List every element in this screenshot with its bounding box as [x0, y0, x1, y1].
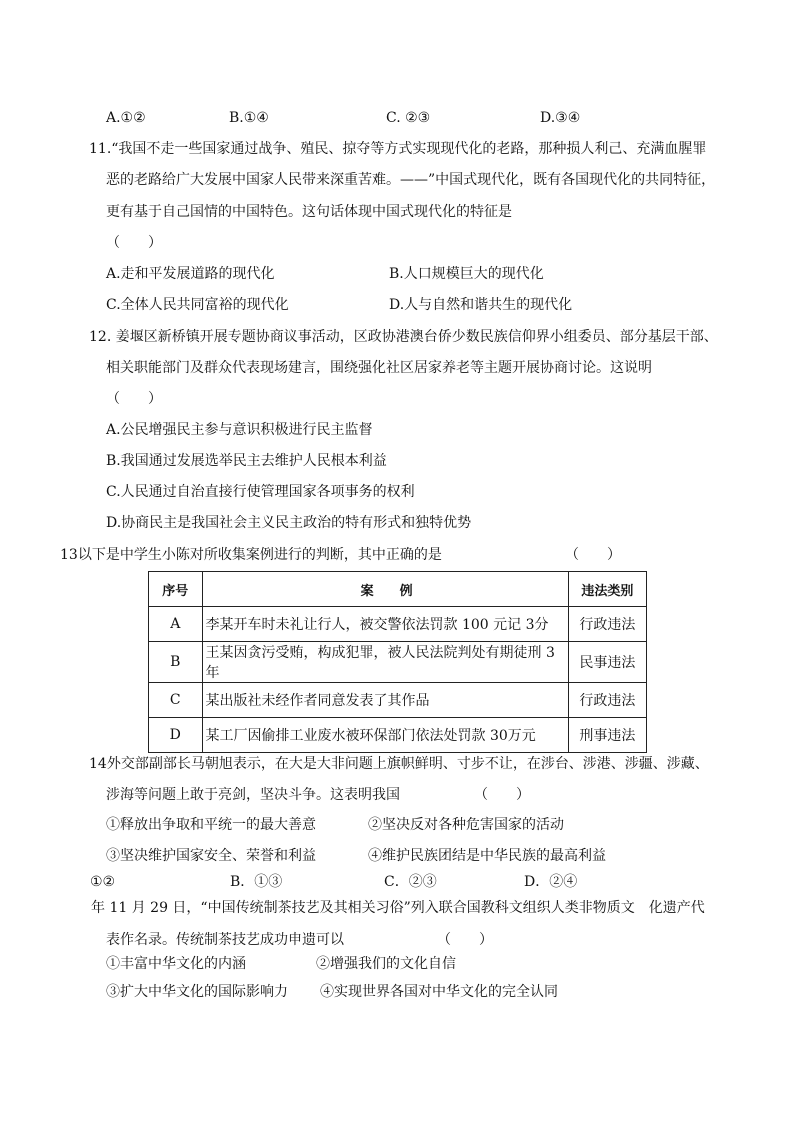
table-cell-case: 王某因贪污受贿，构成犯罪，被人民法院判处有期徒刑 3年 — [202, 642, 568, 683]
q10-option-c: C. ②③ — [386, 110, 431, 126]
q12-stem-line-2: 相关职能部门及群众代表现场建言，围绕强化社区居家养老等主题开展协商讨论。这说明 — [106, 360, 652, 376]
table-header-case: 案 例 — [202, 572, 568, 607]
table-row — [149, 718, 647, 753]
q13-case-table — [148, 571, 647, 753]
q10-option-b: B.①④ — [229, 110, 269, 126]
q14-statement-2: ②坚决反对各种危害国家的活动 — [368, 817, 564, 833]
q14-option-b: B．①③ — [230, 874, 283, 890]
table-header-row — [149, 572, 647, 607]
q12-option-a: A.公民增强民主参与意识积极进行民主监督 — [106, 422, 373, 438]
q12-option-c: C.人民通过自治直接行使管理国家各项事务的权利 — [106, 484, 415, 500]
q11-stem-line-3: 更有基于自己国情的中国特色。这句话体现中国式现代化的特征是 — [106, 204, 512, 220]
table-cell-category: 行政违法 — [568, 683, 646, 718]
q11-option-d: D.人与自然和谐共生的现代化 — [389, 297, 573, 313]
q15-statement-4: ④实现世界各国对中华文化的完全认同 — [320, 984, 558, 1000]
table-cell-category: 行政违法 — [568, 607, 646, 642]
table-cell-index: C — [149, 683, 203, 718]
q14-statement-1: ①释放出争取和平统一的最大善意 — [106, 817, 316, 833]
q14-option-c: C．②③ — [384, 874, 437, 890]
q12-answer-blank: （ ） — [106, 391, 162, 407]
table-cell-case: 李某开车时未礼让行人，被交警依法罚款 100 元记 3分 — [202, 607, 568, 642]
table-cell-case: 某工厂因偷排工业废水被环保部门依法处罚款 30万元 — [202, 718, 568, 753]
q15-answer-blank: （ ） — [437, 932, 493, 948]
table-cell-index: A — [149, 607, 203, 642]
q13-answer-blank: （ ） — [565, 547, 621, 563]
q11-option-b: B.人口规模巨大的现代化 — [389, 266, 544, 282]
q15-statement-3: ③扩大中华文化的国际影响力 — [106, 984, 288, 1000]
q14-stem-line-1: 14外交部副部长马朝旭表示，在大是大非问题上旗帜鲜明、寸步不让，在涉台、涉港、涉疆、涉藏、 — [89, 756, 709, 772]
table-cell-category: 刑事违法 — [568, 718, 646, 753]
q11-option-c: C.全体人民共同富裕的现代化 — [106, 297, 289, 313]
q11-stem-line-1: 11.“我国不走一些国家通过战争、殖民、掠夺等方式实现现代化的老路，那种损人利己、充满血腥罪 — [89, 141, 707, 157]
q14-option-d: D．②④ — [524, 874, 578, 890]
q14-answer-blank: （ ） — [474, 787, 530, 803]
q14-option-a: ①② — [90, 874, 116, 890]
table-header-index: 序号 — [149, 572, 203, 607]
table-row — [149, 683, 647, 718]
table-cell-case: 某出版社未经作者同意发表了其作品 — [202, 683, 568, 718]
q15-statement-2: ②增强我们的文化自信 — [316, 956, 456, 972]
q11-answer-blank: （ ） — [106, 235, 162, 251]
q11-option-a: A.走和平发展道路的现代化 — [106, 266, 275, 282]
q15-stem-line-2: 表作名录。传统制茶技艺成功申遗可以 — [106, 932, 344, 948]
q14-stem-line-2: 涉海等问题上敢于亮剑，坚决斗争。这表明我国 — [106, 787, 400, 803]
table-cell-index: B — [149, 642, 203, 683]
q12-option-d: D.协商民主是我国社会主义民主政治的特有形式和独特优势 — [106, 515, 472, 531]
q10-option-d: D.③④ — [540, 110, 581, 126]
q12-option-b: B.我国通过发展选举民主去维护人民根本利益 — [106, 453, 387, 469]
q14-statement-3: ③坚决维护国家安全、荣誉和利益 — [106, 848, 316, 864]
q10-option-a: A.①② — [106, 110, 146, 126]
q11-stem-line-2: 恶的老路给广大发展中国家人民带来深重苦难。——”中国式现代化，既有各国现代化的共同特征， — [106, 172, 716, 188]
table-cell-index: D — [149, 718, 203, 753]
table-row — [149, 642, 647, 683]
q14-statement-4: ④维护民族团结是中华民族的最高利益 — [368, 848, 606, 864]
q15-statement-1: ①丰富中华文化的内涵 — [106, 956, 246, 972]
table-row — [149, 607, 647, 642]
q13-stem: 13以下是中学生小陈对所收集案例进行的判断，其中正确的是 — [60, 547, 442, 563]
q15-stem-line-1: 年 11 月 29 日，“中国传统制茶技艺及其相关习俗”列入联合国教科文组织人类非物质文 化遗产代 — [91, 900, 705, 916]
table-cell-category: 民事违法 — [568, 642, 646, 683]
q12-stem-line-1: 12. 姜堰区新桥镇开展专题协商议事活动，区政协港澳台侨少数民族信仰界小组委员、部分基层干部、 — [89, 329, 718, 345]
table-header-category: 违法类别 — [568, 572, 646, 607]
